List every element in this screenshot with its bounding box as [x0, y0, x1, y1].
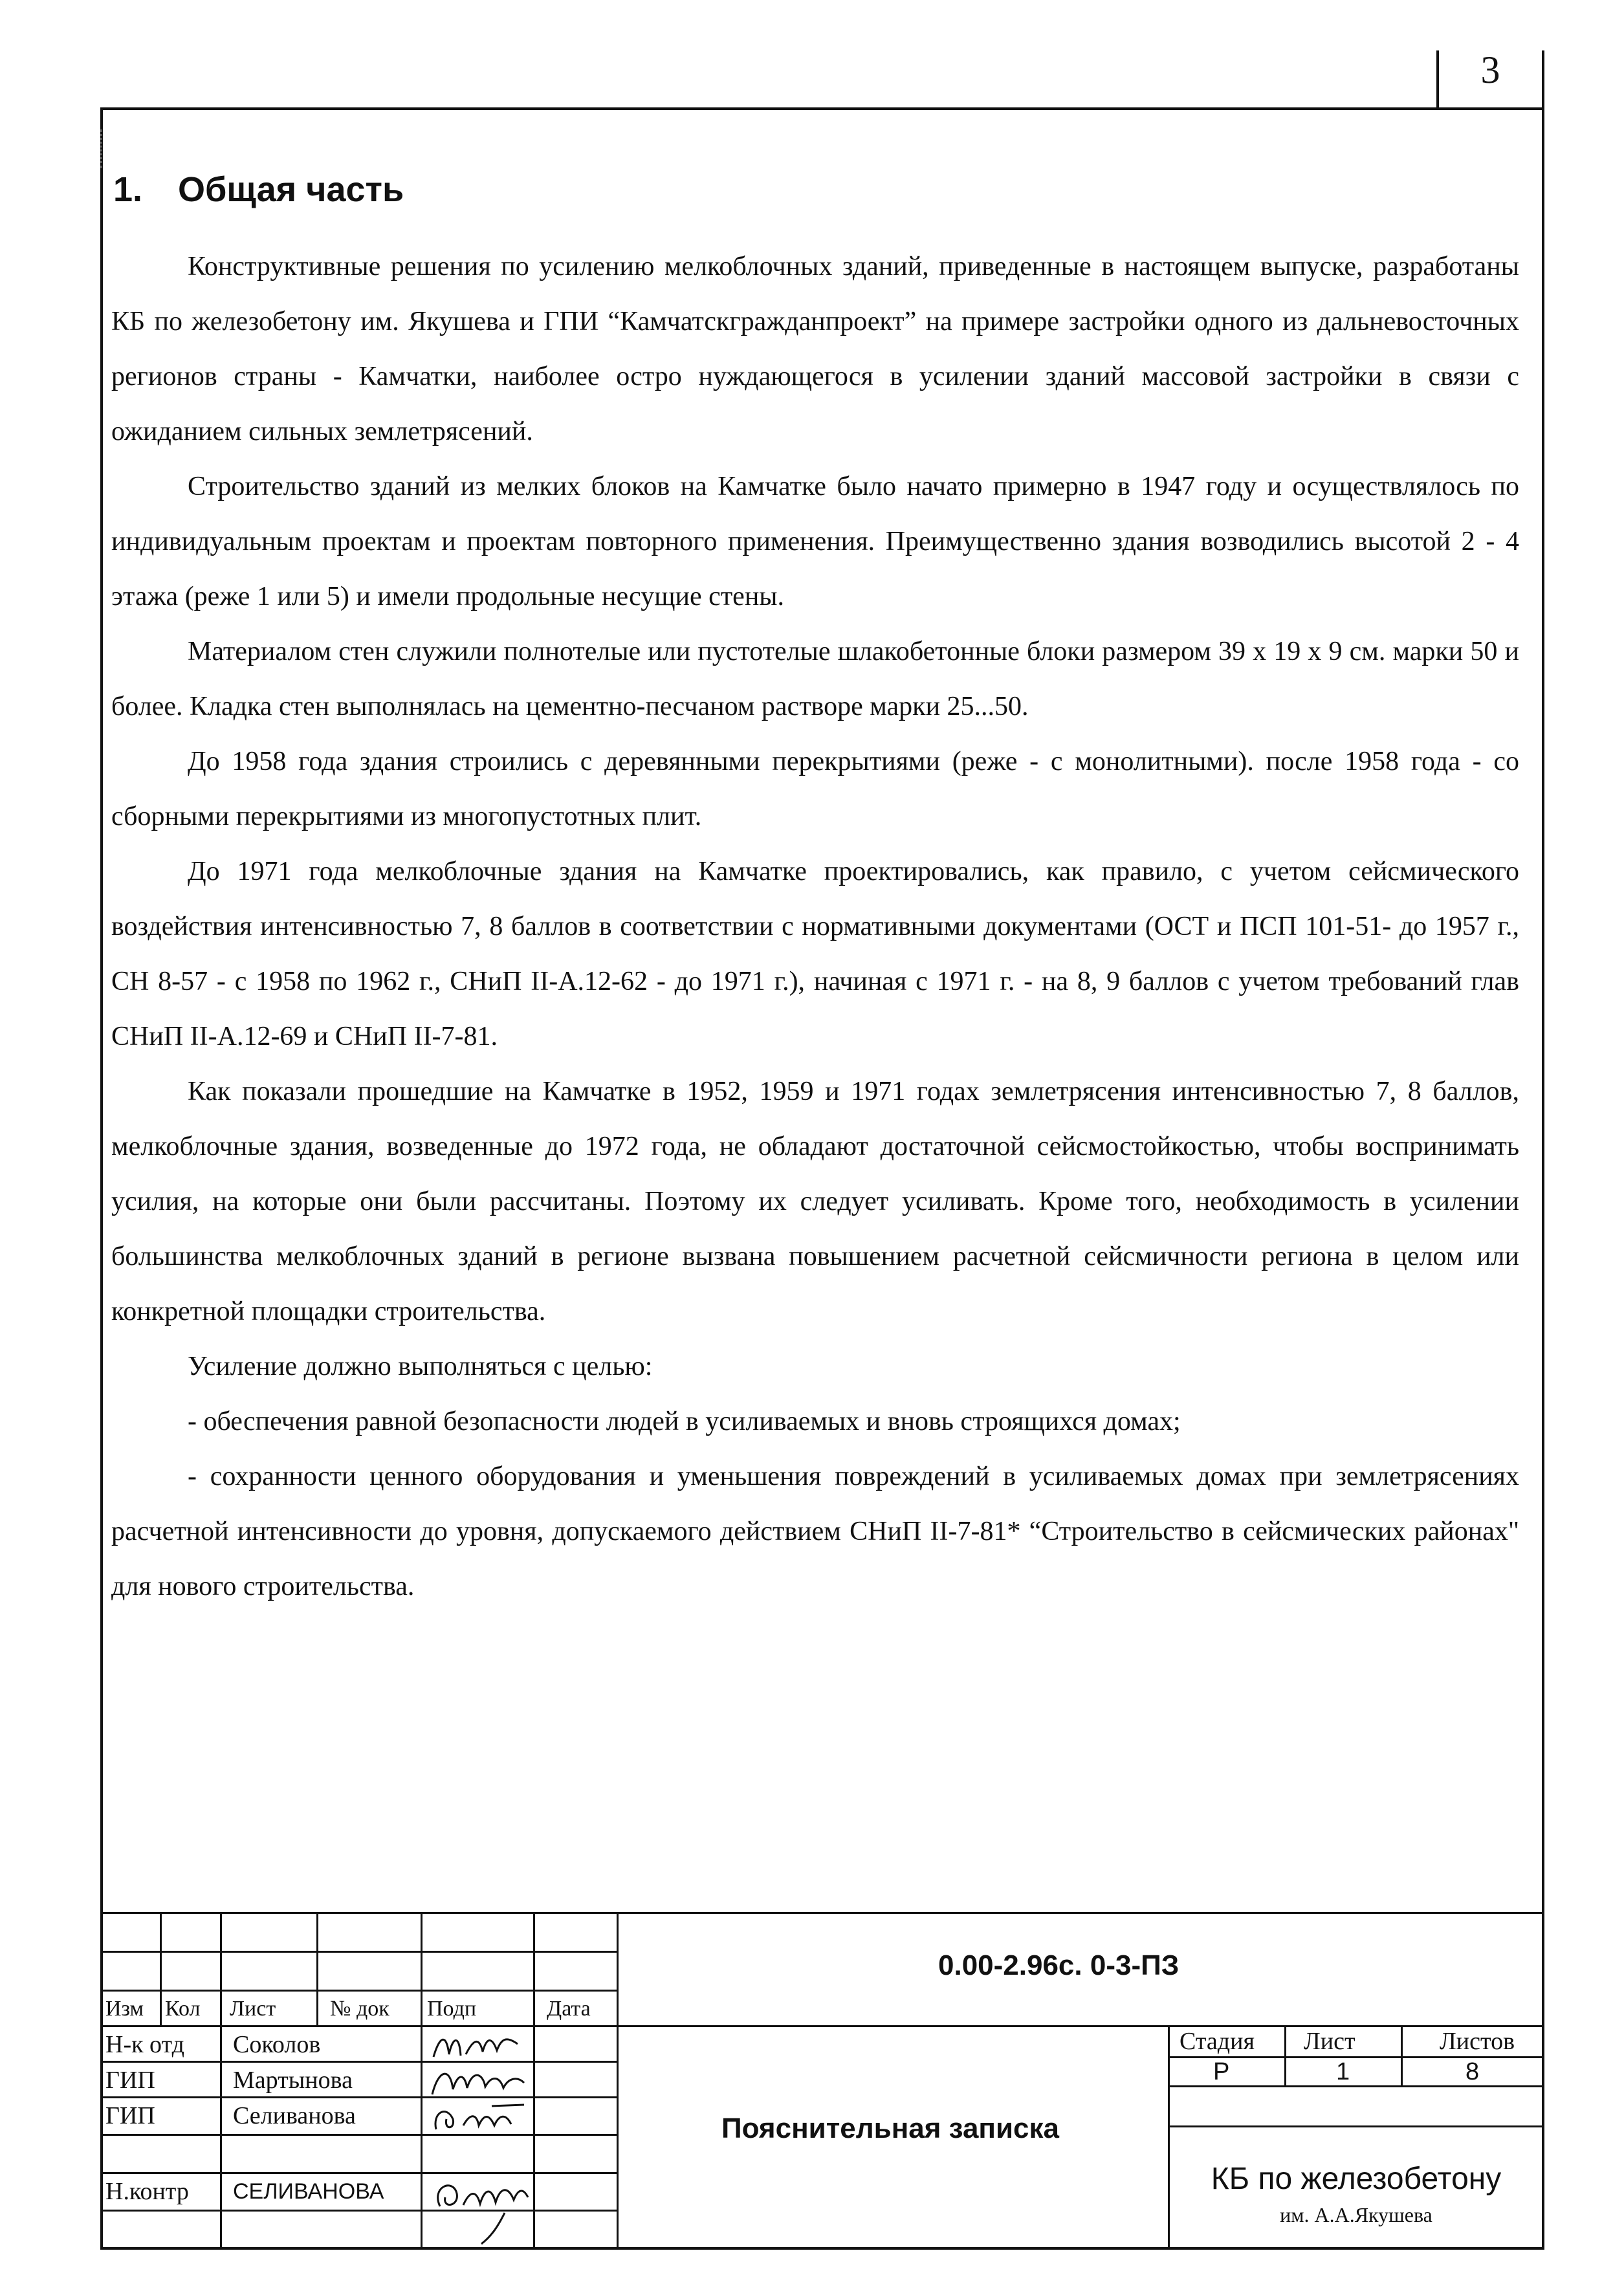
paragraph: До 1958 года здания строились с деревянными перекрытиями (реже - с монолитными). после 1958 года - со сборными перекрытиями из многопустотных плит.	[111, 747, 1519, 831]
signature-3	[427, 2100, 531, 2136]
section-number: 1.	[113, 170, 143, 209]
page-number-box	[1436, 50, 1544, 110]
header-data: Дата	[547, 1997, 591, 2021]
role-cell: ГИП	[105, 2102, 155, 2129]
name-cell: Селиванова	[233, 2102, 356, 2129]
doc-title: Пояснительная записка	[721, 2113, 1060, 2144]
tb-line	[1168, 2125, 1544, 2127]
stage-value: Р	[1213, 2058, 1230, 2085]
sheets-label: Листов	[1440, 2028, 1515, 2055]
org-name: КБ по железобетону	[1211, 2162, 1502, 2196]
role-cell: ГИП	[105, 2067, 155, 2094]
header-list: Лист	[230, 1997, 276, 2021]
section-heading	[113, 170, 404, 210]
role-cell: Н.контр	[105, 2178, 189, 2205]
role-cell: Н-к отд	[105, 2031, 184, 2058]
name-cell: Мартынова	[233, 2067, 353, 2094]
body-text	[111, 239, 1519, 1614]
tb-line	[160, 1912, 162, 2025]
signature-1	[427, 2028, 531, 2062]
tb-line	[100, 1990, 617, 1992]
tb-line	[1284, 2025, 1286, 2085]
org-subtitle: им. А.А.Якушева	[1280, 2203, 1432, 2226]
paragraph: - обеспечения равной безопасности людей в усиливаемых и вновь строящихся домах;	[188, 1407, 1181, 1436]
tb-line	[1401, 2025, 1403, 2085]
paragraph: Строительство зданий из мелких блоков на Камчатке было начато примерно в 1947 году и осуществлялось по индивидуальным проектам и проектам повторного применения. Преимущественно здания возводились высотой 2 - 4 этажа (реже 1 или 5) и имели продольные несущие стены.	[111, 472, 1519, 611]
signature-4	[427, 2174, 537, 2245]
section-title: Общая часть	[178, 170, 404, 209]
tb-line	[100, 2210, 617, 2212]
tb-line	[617, 1912, 619, 2250]
tb-line	[100, 1951, 617, 1953]
sheets-value: 8	[1465, 2058, 1480, 2085]
stage-label: Стадия	[1180, 2028, 1255, 2055]
sheet-label: Лист	[1304, 2028, 1355, 2055]
paragraph: - сохранности ценного оборудования и уменьшения повреждений в усиливаемых домах при землетрясениях расчетной интенсивности до уровня, допускаемого действием СНиП II-7-81* “Строительство в сейсмических районах" для нового строительства.	[111, 1462, 1519, 1601]
signature-2	[427, 2063, 531, 2100]
tb-line	[100, 2134, 617, 2136]
header-ndok: № док	[330, 1997, 390, 2021]
paragraph: Конструктивные решения по усилению мелкоблочных зданий, приведенные в настоящем выпуске, разработаны КБ по железобетону им. Якушева и ГПИ “Камчатскгражданпроект” на примере застройки одного из дальневосточных регионов страны - Камчатки, наиболее остро нуждающегося в усилении зданий массовой застройки в связи с ожиданием сильных землетрясений.	[111, 252, 1519, 446]
tb-line	[316, 1912, 318, 2025]
sheet-value: 1	[1336, 2058, 1350, 2085]
header-podp: Подп	[427, 1997, 477, 2021]
tb-line	[100, 2172, 617, 2174]
tb-line	[100, 2061, 617, 2063]
page-number: 3	[1480, 49, 1500, 91]
paragraph: До 1971 года мелкоблочные здания на Камчатке проектировались, как правило, с учетом сейсмического воздействия интенсивностью 7, 8 баллов в соответствии с нормативными документами (ОСТ и ПСП 101-51- до 1957 г., СН 8-57 - с 1958 по 1962 г., СНиП II-А.12-62 - до 1971 г.), начиная с 1971 г. - на 8, 9 баллов с учетом требований глав СНиП II-А.12-69 и СНиП II-7-81.	[111, 857, 1519, 1051]
header-izm: Изм	[105, 1997, 144, 2021]
tb-line	[220, 1912, 222, 2250]
paragraph: Материалом стен служили полнотелые или пустотелые шлакобетонные блоки размером 39 х 19 х 9 см. марки 50 и более. Кладка стен выполнялась на цементно-песчаном растворе марки 25...50.	[111, 637, 1519, 721]
title-block	[100, 1912, 1544, 2250]
tb-line	[100, 2096, 617, 2098]
name-cell: Соколов	[233, 2031, 321, 2058]
name-cell: СЕЛИВАНОВА	[233, 2179, 384, 2204]
paragraph: Усиление должно выполняться с целью:	[188, 1352, 653, 1381]
header-kol: Кол	[165, 1997, 201, 2021]
paragraph: Как показали прошедшие на Камчатке в 1952, 1959 и 1971 годах землетрясения интенсивностью 7, 8 баллов, мелкоблочные здания, возведенные до 1972 года, не обладают достаточной сейсмостойкостью, чтобы воспринимать усилия, на которые они были рассчитаны. Поэтому их следует усиливать. Кроме того, необходимость в усилении большинства мелкоблочных зданий в регионе вызвана повышением расчетной сейсмичности региона в целом или конкретной площадки строительства.	[111, 1077, 1519, 1326]
tb-line	[421, 1912, 422, 2250]
margin-dots	[100, 129, 102, 168]
doc-code: 0.00-2.96с. 0-3-ПЗ	[938, 1949, 1180, 1981]
